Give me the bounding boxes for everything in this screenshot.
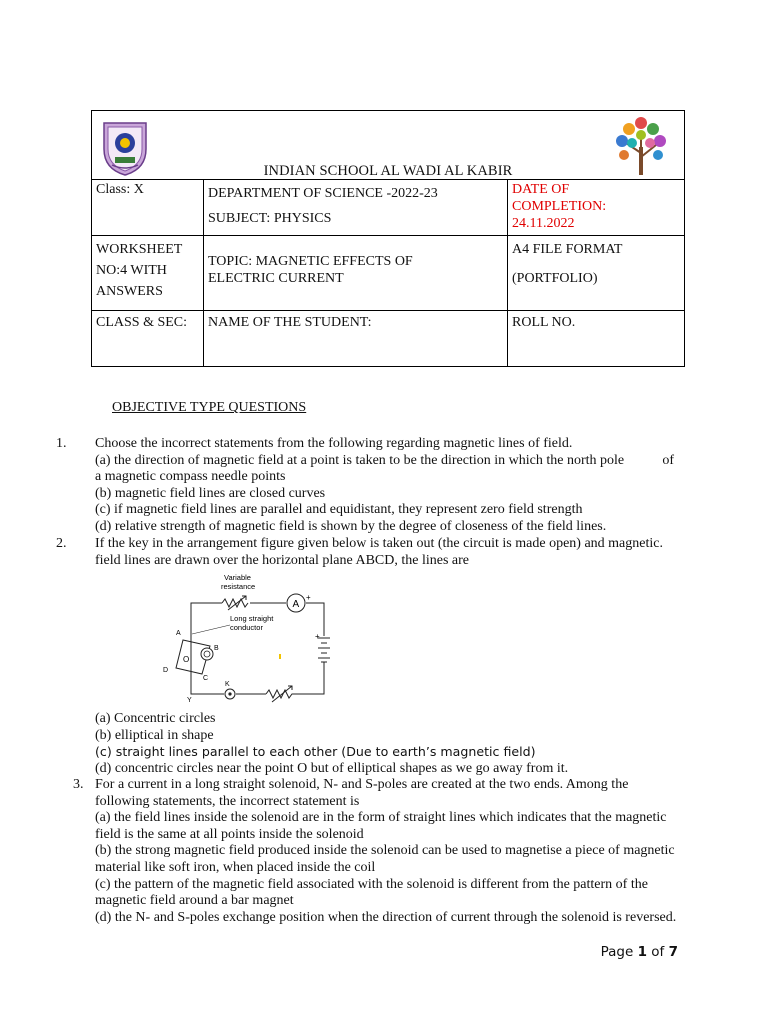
class-cell xyxy=(92,180,204,235)
conductor-label-1: Long straight xyxy=(230,614,274,623)
subject-label: SUBJECT: PHYSICS xyxy=(208,211,332,226)
of-word: of xyxy=(651,944,665,960)
department-label: DEPARTMENT OF SCIENCE -2022-23 xyxy=(208,186,438,201)
option-c-1: (c) the pattern of the magnetic field associated with the solenoid is different from the pattern of the xyxy=(95,876,648,892)
format-line-1: A4 FILE FORMAT xyxy=(512,242,623,257)
date-label-1: DATE OF xyxy=(512,182,570,197)
option-b: (b) magnetic field lines are closed curves xyxy=(95,485,326,501)
key-dot xyxy=(228,692,231,695)
label-o: O xyxy=(183,655,190,664)
option-a-text: (a) the direction of magnetic field at a point is taken to be the direction in which the north pole xyxy=(95,452,625,468)
topic-cell xyxy=(204,236,508,310)
student-name-cell xyxy=(204,311,508,366)
question-body xyxy=(95,436,676,536)
section-heading: OBJECTIVE TYPE QUESTIONS xyxy=(112,400,307,415)
worksheet-line-1: WORKSHEET xyxy=(96,242,183,257)
battery-icon xyxy=(318,638,330,662)
format-line-2: (PORTFOLIO) xyxy=(512,271,598,286)
page-total: 7 xyxy=(668,944,678,960)
question-stem: Choose the incorrect statements from the following regarding magnetic lines of field. xyxy=(95,436,573,451)
date-value: 24.11.2022 xyxy=(512,216,575,231)
class-label: Class: X xyxy=(96,182,144,197)
student-name-label: NAME OF THE STUDENT: xyxy=(208,315,372,330)
conductor-label-2: conductor xyxy=(230,623,263,632)
question-2-options xyxy=(95,711,695,777)
option-a-continuation: a magnetic compass needle points xyxy=(95,469,286,485)
class-sec-label: CLASS & SEC: xyxy=(96,315,188,330)
yellow-mark xyxy=(279,654,281,659)
option-c: (c) straight lines parallel to each other (Due to earth’s magnetic field) xyxy=(95,744,536,760)
question-stem-2: following statements, the incorrect statement is xyxy=(95,793,360,809)
header-title-row xyxy=(92,111,684,180)
class-sec-cell xyxy=(92,311,204,366)
option-d: (d) concentric circles near the point O but of elliptical shapes as we go away from it. xyxy=(95,760,569,776)
option-b-1: (b) the strong magnetic field produced inside the solenoid can be used to magnetise a piece of magnetic xyxy=(95,843,675,859)
question-number: 2. xyxy=(56,536,67,551)
option-d: (d) relative strength of magnetic field is shown by the degree of closeness of the field lines. xyxy=(95,518,607,534)
topic-line-2: ELECTRIC CURRENT xyxy=(208,271,344,286)
variable-resistor-bottom xyxy=(266,690,296,698)
label-b: B xyxy=(214,645,219,652)
department-cell xyxy=(204,180,508,235)
question-body xyxy=(95,536,676,569)
question-stem-1: If the key in the arrangement figure given below is taken out (the circuit is made open) and magnetic. xyxy=(95,536,663,551)
option-a-of: of xyxy=(662,452,674,468)
page-number xyxy=(601,944,678,960)
date-label-2: COMPLETION: xyxy=(512,199,607,214)
option-c-2: magnetic field around a bar magnet xyxy=(95,893,294,909)
variable-resistance-label-1: Variable xyxy=(224,573,251,582)
ammeter-label: A xyxy=(292,599,300,610)
page-current: 1 xyxy=(637,944,647,960)
roll-no-cell xyxy=(508,311,684,366)
compass-icon xyxy=(201,648,213,660)
date-cell xyxy=(508,180,684,235)
label-y: Y xyxy=(187,697,192,704)
label-a: A xyxy=(176,630,181,637)
question-3 xyxy=(73,777,678,927)
worksheet-line-3: ANSWERS xyxy=(96,284,163,299)
question-body xyxy=(95,777,678,926)
question-2 xyxy=(56,536,676,576)
question-number: 3. xyxy=(73,777,84,792)
option-b: (b) elliptical in shape xyxy=(95,727,214,743)
ammeter-plus: + xyxy=(306,593,311,602)
question-stem-2: field lines are drawn over the horizontal plane ABCD, the lines are xyxy=(95,552,469,568)
circuit-diagram xyxy=(158,570,340,710)
label-d: D xyxy=(163,667,169,674)
label-c: C xyxy=(203,675,209,682)
worksheet-line-2: NO:4 WITH xyxy=(96,263,167,278)
question-number: 1. xyxy=(56,436,67,451)
header-row-class xyxy=(92,180,684,236)
option-a-1: (a) the field lines inside the solenoid are in the form of straight lines which indicates that the magnetic xyxy=(95,810,667,826)
header-row-student xyxy=(92,311,684,366)
topic-line-1: TOPIC: MAGNETIC EFFECTS OF xyxy=(208,254,413,269)
option-a-2: field is the same at all points inside the solenoid xyxy=(95,826,364,842)
variable-resistor-top xyxy=(222,599,248,607)
question-1 xyxy=(56,436,676,536)
question-stem-1: For a current in a long straight solenoid, N- and S-poles are created at the two ends. Among the xyxy=(95,777,629,792)
variable-resistance-label-2: resistance xyxy=(221,582,256,591)
conductor-pointer xyxy=(192,625,230,634)
battery-plus: + xyxy=(315,632,320,641)
option-d: (d) the N- and S-poles exchange position when the direction of current through the solenoid is reversed. xyxy=(95,909,677,925)
roll-no-label: ROLL NO. xyxy=(512,315,576,330)
header-row-worksheet xyxy=(92,236,684,311)
key-label: K xyxy=(225,681,230,688)
header-table xyxy=(91,110,685,367)
tree-logo xyxy=(612,113,670,177)
option-a-line xyxy=(95,453,676,470)
option-c: (c) if magnetic field lines are parallel and equidistant, they represent zero field strength xyxy=(95,502,583,518)
format-cell xyxy=(508,236,684,310)
school-name: INDIAN SCHOOL AL WADI AL KABIR xyxy=(263,163,513,179)
page-word: Page xyxy=(600,944,634,960)
option-b-2: material like soft iron, when placed inside the coil xyxy=(95,859,376,875)
option-a: (a) Concentric circles xyxy=(95,711,216,726)
worksheet-cell xyxy=(92,236,204,310)
